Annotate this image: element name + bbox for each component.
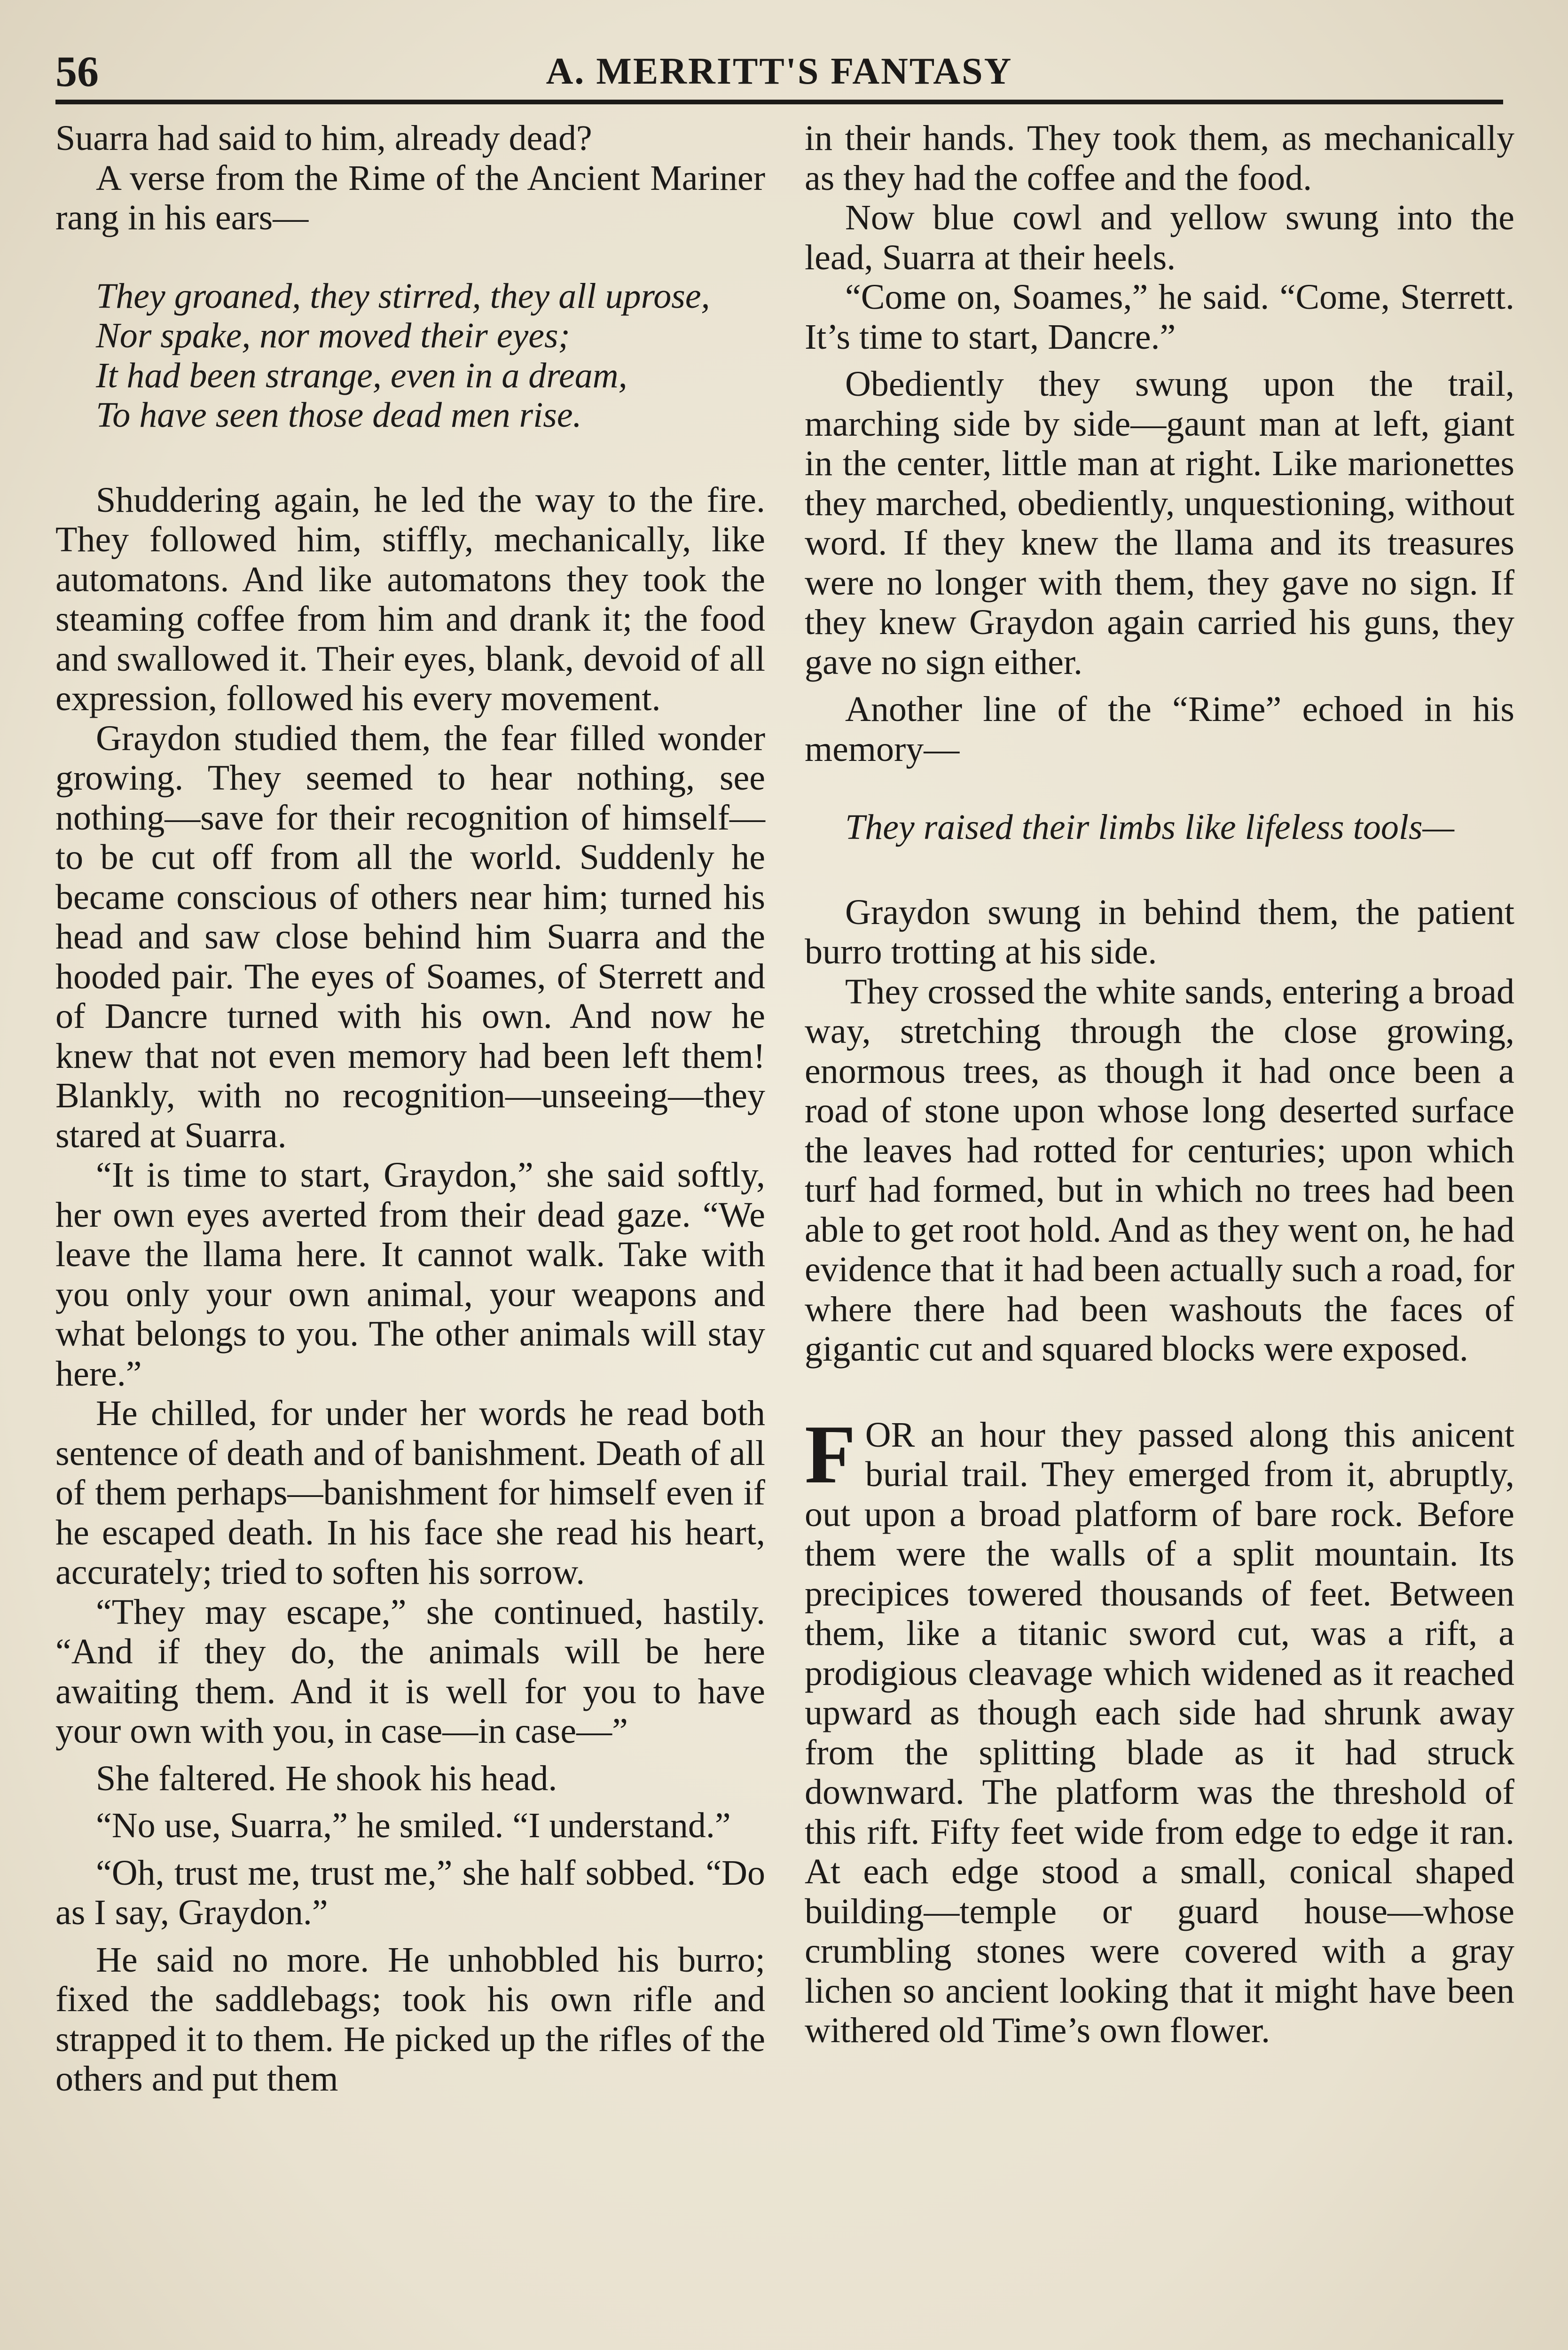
left-text-column xyxy=(55,118,765,2099)
paragraph: He chilled, for under her words he read both sentence of death and of banishment. Death of all of them perhaps—banishment for himself even if he escaped death. In his face she read his heart, accurately; tried to soften his sorrow. xyxy=(55,1394,765,1592)
paragraph: “Come on, Soames,” he said. “Come, Sterrett. It’s time to start, Dancre.” xyxy=(805,277,1514,357)
paragraph: “Oh, trust me, trust me,” she half sobbed. “Do as I say, Graydon.” xyxy=(55,1853,765,1932)
page-number: 56 xyxy=(55,47,99,95)
paragraph: Obediently they swung upon the trail, marching side by side—gaunt man at left, giant in the center, little man at right. Like marionettes they marched, obediently, unquestioning, without word. If they knew the llama and its treasures were no longer with them, they gave no sign. If they knew Graydon again carried his guns, they gave no sign either. xyxy=(805,364,1514,682)
paragraph: She faltered. He shook his head. xyxy=(96,1758,557,1798)
paragraph: Shuddering again, he led the way to the fire. They followed him, stiffly, mechanically, like automatons. And like automatons they took the steaming coffee from him and drank it; the food and swallowed it. Their eyes, blank, devoid of all expression, followed his every movement. xyxy=(55,480,765,718)
paragraph-text: OR an hour they passed along this anicent burial trail. They emerged from it, abruptly, out upon a broad platform of bare rock. Before them were the walls of a split mountain. Its precipices towered thousands of feet. Between them, like a titanic sword cut, was a rift, a prodigious cleavage which widened as it reached upward as though each side had shrunk away from the splitting blade as it had struck downward. The platform was the threshold of this rift. Fifty feet wide from edge to edge it ran. At each edge stood a small, conical shaped building—temple or guard house—whose crumbling stones were covered with a gray lichen so ancient looking that it might have been withered old Time’s own flower. xyxy=(805,1415,1514,2050)
verse-line: Nor spake, nor moved their eyes; xyxy=(96,316,570,355)
paragraph: Graydon swung in behind them, the patient burro trotting at his side. xyxy=(805,892,1514,971)
paragraph: They crossed the white sands, entering a broad way, stretching through the close growing, enormous trees, as though it had once been a road of stone upon whose long deserted surface the leaves had rotted for centuries; upon which turf had formed, but in which no trees had been able to get root hold. And as they went on, he had evidence that it had been actually such a road, for where there had been washouts the faces of gigantic cut and squared blocks were exposed. xyxy=(805,971,1514,1369)
right-text-column xyxy=(805,118,1514,2051)
verse-line: To have seen those dead men rise. xyxy=(96,395,582,435)
paragraph: A verse from the Rime of the Ancient Mariner rang in his ears— xyxy=(55,158,765,237)
paragraph: “No use, Suarra,” he smiled. “I understand.” xyxy=(96,1806,731,1845)
verse-line: It had been strange, even in a dream, xyxy=(96,355,627,395)
paragraph: in their hands. They took them, as mechanically as they had the coffee and the food. xyxy=(805,118,1514,198)
verse-line: They groaned, they stirred, they all uprose, xyxy=(96,276,710,316)
verse-quote xyxy=(845,807,1514,847)
drop-cap-initial: F xyxy=(805,1407,856,1501)
running-head-title: A. MERRITT'S FANTASY xyxy=(546,51,1013,92)
paragraph: Another line of the “Rime” echoed in his memory— xyxy=(805,689,1514,769)
paragraph: Now blue cowl and yellow swung into the lead, Suarra at their heels. xyxy=(805,198,1514,277)
verse-quote xyxy=(96,276,765,435)
paragraph: “They may escape,” she continued, hastily. “And if they do, the animals will be here awaiting them. And it is well for you to have your own with you, in case—in case—” xyxy=(55,1592,765,1751)
paragraph: “It is time to start, Graydon,” she said softly, her own eyes averted from their dead gaze. “We leave the llama here. It cannot walk. Take with you only your own animal, your weapons and what belongs to you. The other animals will stay here.” xyxy=(55,1155,765,1394)
page-header xyxy=(55,43,1503,104)
paragraph-with-drop-cap xyxy=(805,1407,1514,2051)
verse-line: They raised their limbs like lifeless tools— xyxy=(845,807,1455,847)
paragraph: Graydon studied them, the fear filled wonder growing. They seemed to hear nothing, see nothing—save for their recognition of himself—to be cut off from all the world. Suddenly he became conscious of others near him; turned his head and saw close behind him Suarra and the hooded pair. The eyes of Soames, of Sterrett and of Dancre turned with his own. And now he knew that not even memory had been left them! Blankly, with no recognition—unseeing—they stared at Suarra. xyxy=(55,718,765,1155)
paragraph: Suarra had said to him, already dead? xyxy=(55,118,592,158)
paragraph: He said no more. He unhobbled his burro; fixed the saddlebags; took his own rifle and strapped it to them. He picked up the rifles of the others and put them xyxy=(55,1940,765,2099)
